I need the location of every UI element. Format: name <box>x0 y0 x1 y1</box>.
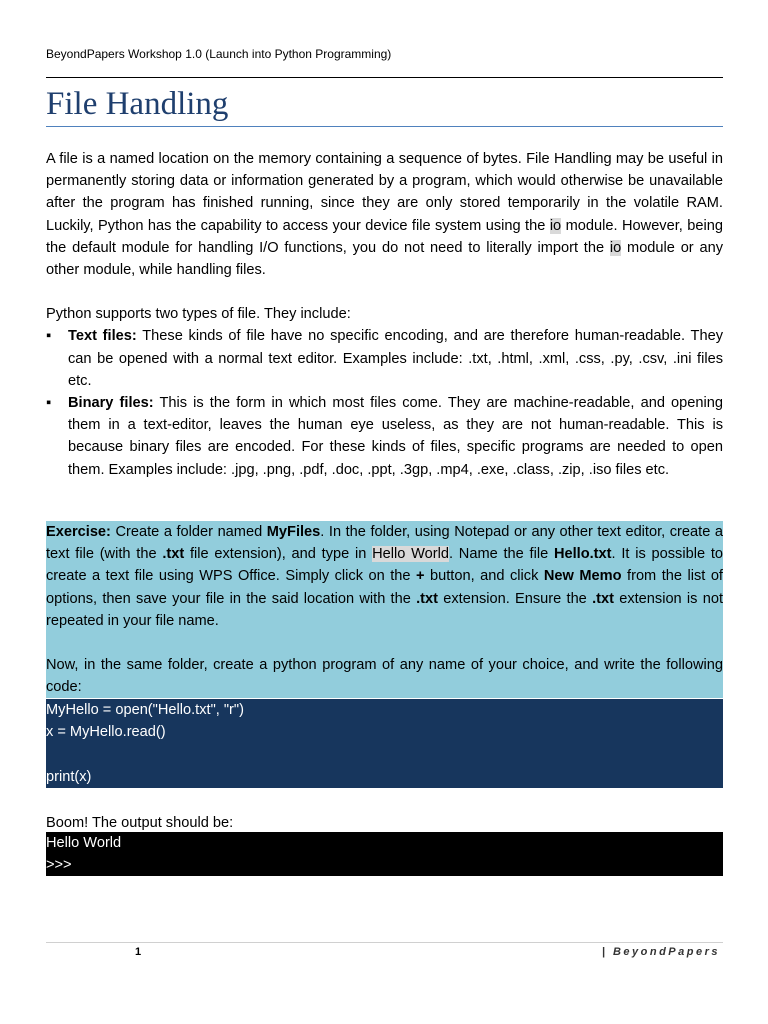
exercise-bold: + <box>416 568 425 585</box>
list-item <box>46 325 723 392</box>
file-types-list <box>46 325 723 480</box>
list-term: Text files: <box>68 328 137 345</box>
list-text: This is the form in which most files come. They are machine-readable, and opening them in a text-editor, leaves the human eye useless, as they are not human-readable. This is because binary files are encoded. For these kinds of files, specific programs are needed to open them. Examples include: .jpg, .png, .pdf, .doc, .ppt, .3gp, .mp4, .exe, .class, .zip, .iso files etc. <box>68 395 723 478</box>
body-text <box>46 148 723 481</box>
footer-divider <box>46 942 723 943</box>
running-header: BeyondPapers Workshop 1.0 (Launch into Python Programming) <box>46 47 392 61</box>
exercise-paragraph <box>46 521 723 632</box>
code-line: MyHello = open("Hello.txt", "r") <box>46 702 244 718</box>
exercise-bold: Hello.txt <box>553 546 612 563</box>
console-output <box>46 832 723 876</box>
intro-text-1: A file is a named location on the memory containing a sequence of bytes. File Handling may be useful in permanently storing data or information generated by a program, which would otherwise be unavailable after the program has finished running, since they are only stored temporarily in the volatile RAM. Luckily, Python has the capability to access your device file system using the <box>46 151 723 234</box>
page-title: File Handling <box>46 86 229 122</box>
hello-world-highlight: Hello World <box>372 546 449 563</box>
bullet-icon: ▪ <box>46 328 52 345</box>
exercise-bold: New Memo <box>543 568 622 585</box>
list-item <box>46 392 723 481</box>
intro-text-3: module or any other module, while handling files. <box>46 239 723 279</box>
exercise-label: Exercise: <box>46 524 111 540</box>
page-number: 1 <box>135 946 142 958</box>
exercise-bold: .txt <box>592 590 614 607</box>
exercise-box <box>46 521 723 698</box>
io-highlight: io <box>549 217 562 234</box>
exercise-paragraph-2: Now, in the same folder, create a python program of any name of your choice, and write the following code: <box>46 657 723 696</box>
exercise-text: from the list of options, then save your file in the said location with the <box>46 568 723 607</box>
intro-text-2: module. However, being the default module for handling I/O functions, you do not need to literally import the <box>46 217 723 256</box>
exercise-text: . Name the file <box>448 546 554 563</box>
code-line: print(x) <box>46 768 92 785</box>
console-line: Hello World <box>46 835 122 851</box>
exercise-bold: .txt <box>416 590 438 607</box>
output-label: Boom! The output should be: <box>46 815 234 831</box>
code-line <box>46 743 723 765</box>
intro-paragraph <box>46 148 723 281</box>
exercise-text: extension. Ensure the <box>438 590 593 607</box>
exercise-bold: MyFiles <box>266 524 321 540</box>
io-highlight: io <box>609 239 622 256</box>
exercise-text: extension is not repeated in your file name. <box>46 590 724 629</box>
title-divider <box>46 126 723 127</box>
exercise-text: Create a folder named <box>110 524 267 540</box>
footer-brand: | BeyondPapers <box>601 946 720 958</box>
exercise-text: button, and click <box>424 568 544 585</box>
console-line: >>> <box>46 857 72 873</box>
list-term: Binary files: <box>68 395 154 412</box>
code-line: x = MyHello.read() <box>46 724 166 741</box>
bullet-icon: ▪ <box>46 395 52 412</box>
exercise-text: . In the folder, using Notepad or any other text editor, create a text file (with the <box>46 524 723 563</box>
exercise-text: file extension), and type in <box>184 546 373 563</box>
types-intro: Python supports two types of file. They include: <box>46 306 351 323</box>
code-block <box>46 699 723 788</box>
exercise-bold: .txt <box>162 546 185 563</box>
exercise-text: . It is possible to create a text file using WPS Office. Simply click on the <box>46 546 723 585</box>
header-divider <box>46 77 723 78</box>
list-text: These kinds of file have no specific encoding, and are therefore human-readable. They can be opened with a normal text editor. Examples include: .txt, .html, .xml, .css, .py, .csv, .ini files etc. <box>68 328 723 389</box>
